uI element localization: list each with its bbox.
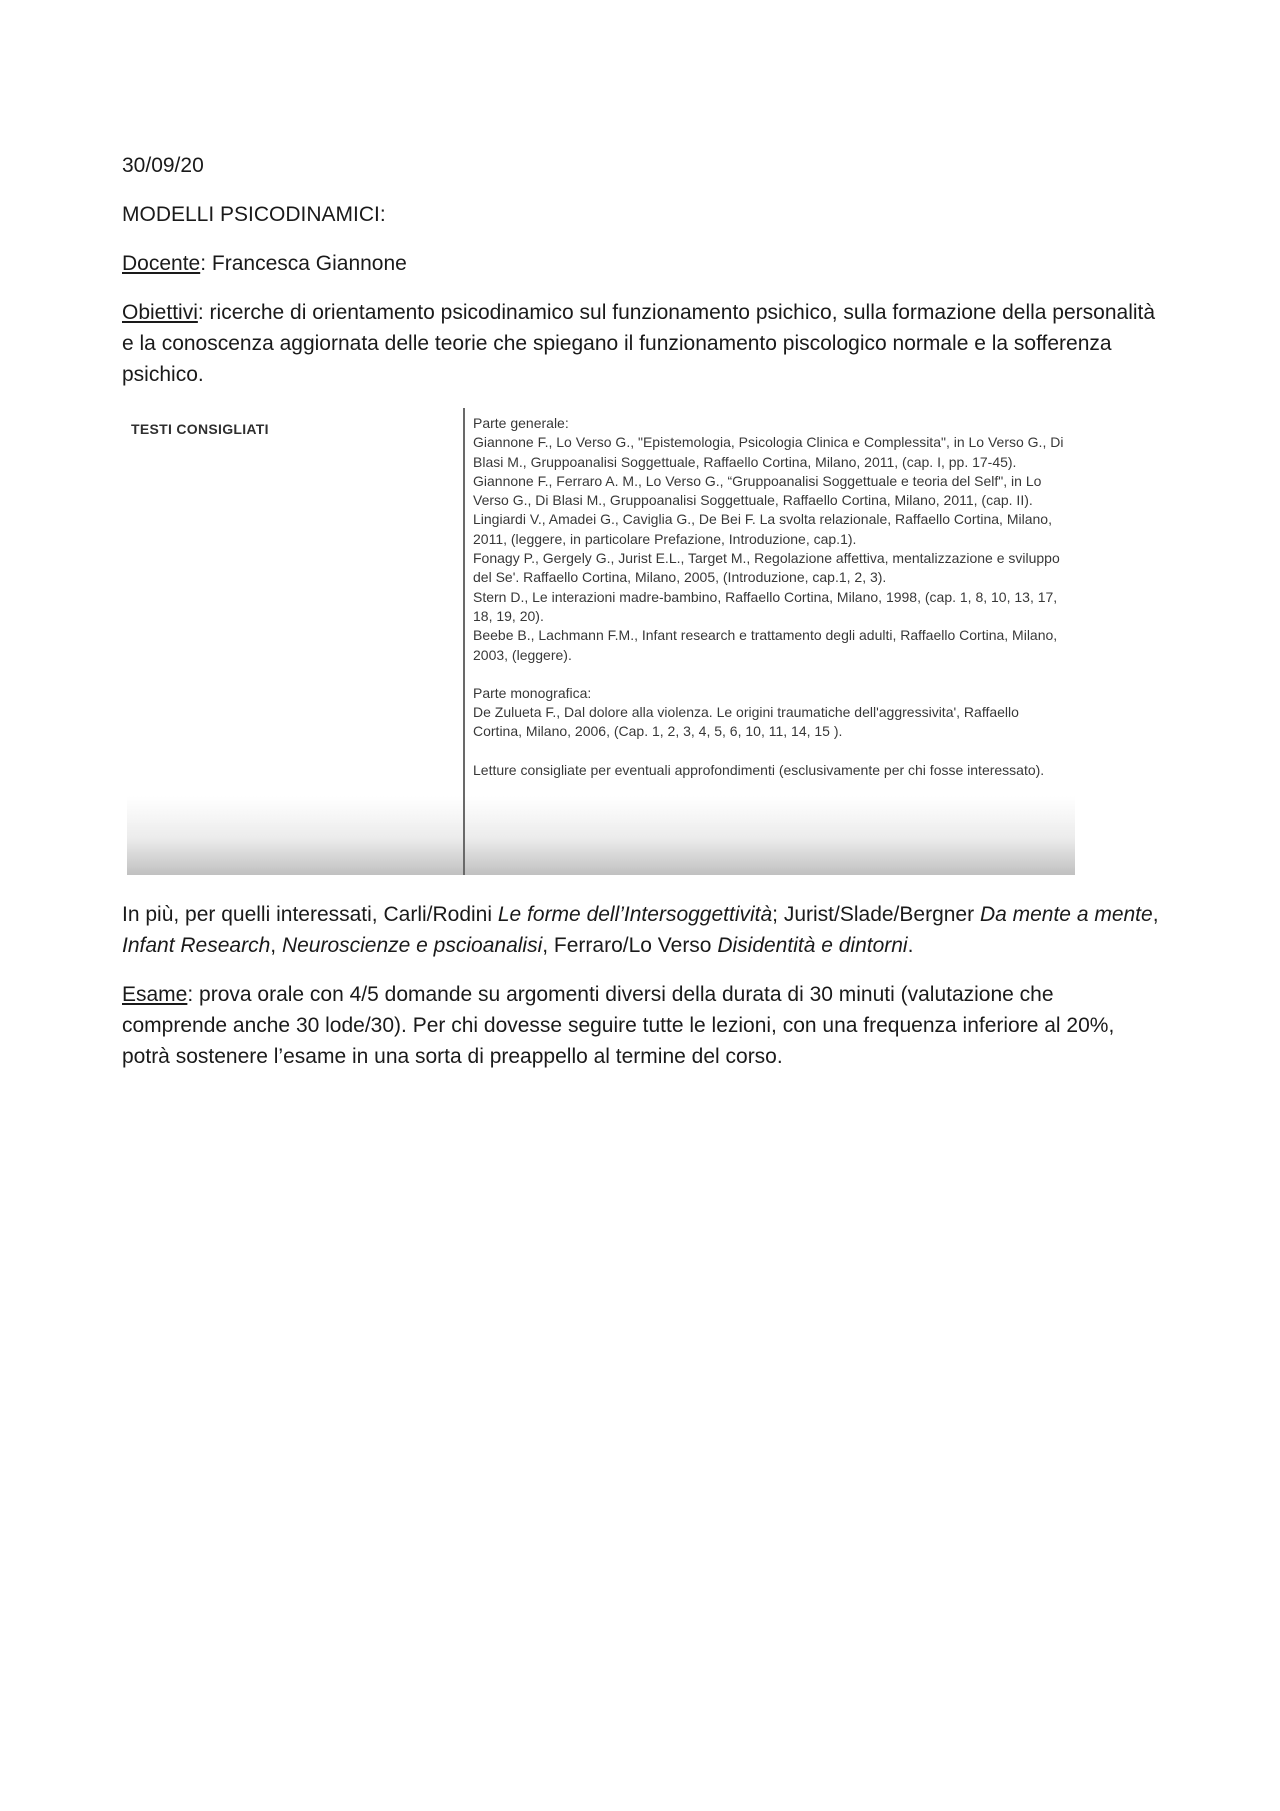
objectives-paragraph xyxy=(122,297,1162,390)
book-title: Neuroscienze e pscioanalisi xyxy=(281,934,543,957)
table-left-column xyxy=(127,408,465,875)
teacher-sep: : xyxy=(200,252,207,275)
exam-text: prova orale con 4/5 domande su argomenti diversi della durata di 30 minuti (valutazione che comprende anche 30 lode/30). Per chi dovesse seguire tutte le lezioni, con una frequenza inferiore al 20%, potrà sostenere l’esame in una sorta di preappello al termine del corso. xyxy=(122,983,1115,1068)
reference-item: Giannone F., Lo Verso G., "Epistemologia, Psicologia Clinica e Complessita", in Lo Verso G., Di Blasi M., Gruppoanalisi Soggettuale, Raffaello Cortina, Milano, 2011, (cap. I, pp. 17-45). xyxy=(473,434,1064,470)
general-heading: Parte generale: xyxy=(473,415,569,431)
reference-item: Fonagy P., Gergely G., Jurist E.L., Target M., Regolazione affettiva, mentalizzazione e sviluppo del Se'. Raffaello Cortina, Milano, 2005, (Introduzione, cap.1, 2, 3). xyxy=(473,550,1060,586)
extra-text: , xyxy=(270,934,282,957)
spacer xyxy=(473,665,1069,684)
book-title: Da mente a mente xyxy=(979,903,1153,926)
reference-item: Stern D., Le interazioni madre-bambino, Raffaello Cortina, Milano, 1998, (cap. 1, 8, 10, 13, 17, 18, 19, 20). xyxy=(473,588,1058,624)
course-title: MODELLI PSICODINAMICI: xyxy=(122,203,386,226)
book-title: Disidentità e dintorni xyxy=(717,934,908,957)
extra-text: , Ferraro/Lo Verso xyxy=(542,934,718,957)
spacer xyxy=(473,742,1069,761)
exam-paragraph xyxy=(122,979,1162,1072)
extra-text: . xyxy=(907,934,914,957)
objectives-text: ricerche di orientamento psicodinamico sul funzionamento psichico, sulla formazione della personalità e la conoscenza aggiornata delle teorie che spiegano il funzionamento piscologico normale e la sofferenza psichico. xyxy=(122,301,1156,386)
reference-item: Lingiardi V., Amadei G., Caviglia G., De Bei F. La svolta relazionale, Raffaello Cortina, Milano, 2011, (leggere, in particolare Prefazione, Introduzione, cap.1). xyxy=(473,511,1052,547)
further-reading: Letture consigliate per eventuali approfondimenti (esclusivamente per chi fosse interessato). xyxy=(473,761,1045,778)
extra-readings-paragraph xyxy=(122,899,1162,961)
exam-sep: : xyxy=(187,983,194,1006)
book-title: Infant Research xyxy=(122,934,271,957)
monographic-heading: Parte monografica: xyxy=(473,684,592,701)
table-label: TESTI CONSIGLIATI xyxy=(131,421,269,437)
exam-label: Esame xyxy=(122,983,188,1006)
extra-text: , xyxy=(1152,903,1159,926)
book-title: Le forme dell’Intersoggettività xyxy=(497,903,773,926)
document-body xyxy=(122,150,1162,1090)
recommended-texts-image xyxy=(127,408,1075,875)
extra-text: ; Jurist/Slade/Bergner xyxy=(772,903,980,926)
teacher-label: Docente xyxy=(122,252,201,275)
teacher-line xyxy=(122,248,1162,279)
table-right-column xyxy=(473,414,1069,780)
objectives-sep: : xyxy=(197,301,204,324)
teacher-name: Francesca Giannone xyxy=(206,252,407,275)
reference-item: Beebe B., Lachmann F.M., Infant research e trattamento degli adulti, Raffaello Cortina, Milano, 2003, (leggere). xyxy=(473,627,1058,663)
extra-text: In più, per quelli interessati, Carli/Rodini xyxy=(122,903,498,926)
date: 30/09/20 xyxy=(122,154,204,177)
objectives-label: Obiettivi xyxy=(122,301,198,324)
reference-item: De Zulueta F., Dal dolore alla violenza. Le origini traumatiche dell'aggressivita', Raffaello Cortina, Milano, 2006, (Cap. 1, 2, 3, 4, 5, 6, 10, 11, 14, 15 ). xyxy=(473,704,1019,740)
reference-item: Giannone F., Ferraro A. M., Lo Verso G., “Gruppoanalisi Soggettuale e teoria del Self", in Lo Verso G., Di Blasi M., Gruppoanalisi Soggettuale, Raffaello Cortina, Milano, 2011, (cap. II). xyxy=(473,472,1042,509)
